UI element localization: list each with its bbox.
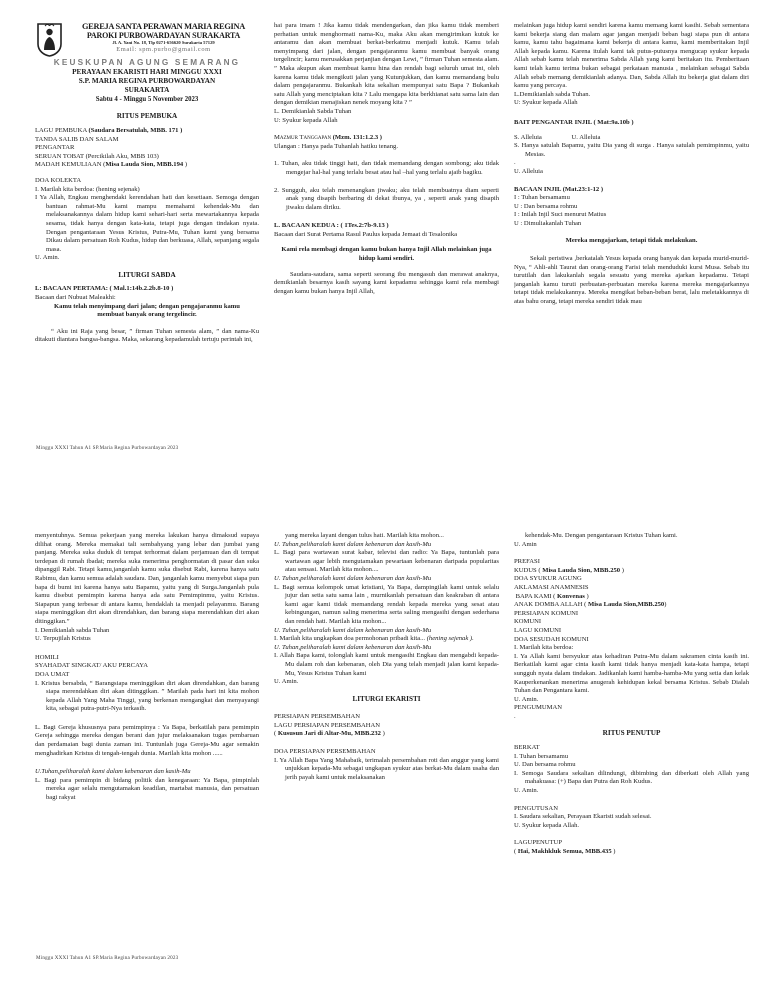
text-line: LAGUPENUTUP xyxy=(514,839,562,847)
text-span: ) xyxy=(380,730,385,738)
text-line: DOA KOLEKTA xyxy=(35,176,82,184)
text-span: Misa Lauda Sion,MBB.250 xyxy=(588,601,665,609)
text-line: HOMILI xyxy=(35,653,59,661)
text-line: DOA SYUKUR AGUNG xyxy=(514,575,582,583)
text-span: ) xyxy=(584,592,589,600)
spacer xyxy=(514,796,749,805)
diocese-name: KEUSKUPAN AGUNG SEMARANG xyxy=(53,58,241,67)
text-span: SERUAN TOBAT (Percikilah Aku, MBB 103) xyxy=(35,152,159,160)
text-line: L. BACAAN KEDUA : ( 1Tes.2:7b-9.13 ) xyxy=(274,222,389,230)
section-heading: U. Tuhan,peliharalah kami dalam kebenaran dan kasih-Mu xyxy=(274,626,432,634)
reading-title: Mereka mengajarkan, tetapi tidak melakukan. xyxy=(565,237,698,245)
text-line: PERSIAPAN PERSEMBAHAN xyxy=(274,713,361,721)
text-line: LAGU KOMUNI xyxy=(514,626,562,634)
text-line: PENGUTUSAN xyxy=(514,804,558,812)
text-line xyxy=(514,593,749,602)
text-line: U. Amin. xyxy=(514,695,539,703)
parish-full-title: S.P. MARIA REGINA PURBOWARDAYAN xyxy=(78,76,216,85)
spacer xyxy=(514,246,749,255)
text-line: Sekali peristiwa ,berkatalah Yesus kepada orang banyak dan kepada murid-murid-Nya, “ Ahli-ahli Taurat dan orang-orang Farisi telah menduduki kursi Musa. Sebab itu turutilah dan lakukanlah segala sesuatu yang mereka ajarkan kepadamu. Tetapi janganlah kamu turuti perbuatan-perbuatan mereka karena mereka mengajarkannya tetapi tidak melakukannya. Mereka mengikat beban-beban berat, lalu meletakkannya di atas bahu orang, tetapi mereka sendiri tidak mau xyxy=(514,255,749,306)
text-line xyxy=(514,567,749,576)
text-line xyxy=(35,153,259,162)
text-line: AKLAMASI ANAMNESIS xyxy=(514,583,589,591)
text-line: menyentuhnya. Semua pekerjaan yang mereka lakukan hanya dimaksud supaya dilihat orang. Mereka memakai tali sembahyang yang lebar dan jumbai yang panjang. Mereka suka duduk di tempat terhormat dalam perjamuan dan di tempat terdepan di rumah ibadat; mereka suka menerima penghormatan di pasar dan suka dipanggil Rabi. Tetapi kamu,janganlah kamu suka disebut Rabi, karena hanya satu Rabimu, dan kamu semua adalah saudara. Dan, janganlah kamu menyebut siapa pun bapa di bumi ini karena hanya satu Bapamu, yaitu yang di Surga.Janganlah pula kamu disebut pemimpin karena hanya ada satu Pemimpinmu, yaitu Kristus. Siapapun yang terbesar di antara kamu, hendaklah ia menjadi pelayanmu. Barang siapa meninggikan diri akan direndahkan, dan barang siapa merendahkan diri akan ditinggikan.” xyxy=(35,532,259,625)
text-line: U. Dan bersama rohmu xyxy=(514,761,576,769)
section-heading: I Ya Allah, Engkau menghendaki kerendahan hati dan kesetiaan. Semoga dengan bantuan rahmat-Mu kami mampu memahami kehendak-Mu dan melaksanakannya dalam hidup kami sehari-hari serta mewartakannya kepada sesama, tidak hanya dengan kata-kata, tetapi juga dengan tindakan nyata. Dengan pengantaraan Yesus Kristus, Putra-Mu, Tuhan kami yang bersama Dikau dalam persatuan Roh Kudus, hidup dan berkuasa, Allah, sepanjang segala masa. xyxy=(35,194,259,253)
text-span: MADAH KEMULIAAN ( xyxy=(35,161,106,169)
celebration-title: PERAYAAN EKARISTI HARI MINGGU XXXI xyxy=(72,68,222,76)
spacer xyxy=(514,177,749,186)
text-line: BERKAT xyxy=(514,744,540,752)
text-span: Misa Lauda Sion, MBB.250 xyxy=(542,566,621,574)
text-line: . xyxy=(514,712,516,720)
text-span: ) xyxy=(620,566,624,574)
spacer xyxy=(35,714,259,724)
text-span: ANAK DOMBA ALLAH ( xyxy=(514,601,588,609)
text-span: KUDUS ( xyxy=(514,566,543,574)
text-line: I. Demikianlah sabda Tuhan xyxy=(35,626,110,634)
text-line: yang mereka layani dengan tulus hati. Marilah kita mohon... xyxy=(285,532,444,539)
text-span: BAPA KAMI ( xyxy=(514,592,557,600)
spacer xyxy=(274,212,499,222)
section-heading: I. Allah Bapa kami, tolonglah kami untuk mengasihi Engkau dan mengabdi kepada-Mu dalam roh dan kebenaran, oleh Dia yang telah menjadi jalan kami kepada-Mu, Yesus Kristus Tuhan kami xyxy=(274,652,499,677)
text-line: U. Syukur kepada Allah. xyxy=(514,821,580,829)
text-line: DOA SESUDAH KOMUNI xyxy=(514,635,589,643)
text-line: U. Terpujilah Kristus xyxy=(35,635,91,643)
text-line: L.Demikianlah sabda Tuhan. xyxy=(514,90,591,98)
page2-column-3 xyxy=(514,532,749,982)
spacer xyxy=(274,125,499,134)
text-line: . xyxy=(514,159,516,167)
section-heading: I. Kristus bersabda, “ Barangsiapa meninggikan diri akan direndahkan, dan barang siapa merendahkan diri akan ditinggikan. ” Marilah pada hari ini kita mohon kepada Allah Yang Maha Tinggi, yang berkenan mengangkat dan menyayangi kita, sebagai putra-putri-Nya terkasih. xyxy=(35,679,259,713)
text-span: (Saudara Bersatulah, MBB. 171 ) xyxy=(88,126,183,134)
text-line: PERSIAPAN KOMUNI xyxy=(514,609,579,617)
text-span: (Mzm. 131:1.2.3 ) xyxy=(332,134,382,142)
section-heading: U. Tuhan,peliharalah kami dalam kebenaran dan kasih-Mu xyxy=(274,540,432,548)
reading-title: Kamu telah menyimpang dari jalan; dengan pengajaranmu kamu membuat banyak orang tergelincir. xyxy=(54,302,240,319)
text-line: DOA UMAT xyxy=(35,670,70,678)
text-line: S. Alleluia U. Alleluia xyxy=(514,133,601,141)
section-heading: U. Tuhan,peliharalah kami dalam kebenaran dan kasih-Mu xyxy=(274,574,432,582)
text-line xyxy=(35,161,259,170)
text-span: Konvenas xyxy=(557,592,585,600)
parish-header-lines xyxy=(68,22,259,53)
spacer xyxy=(514,228,749,237)
section-heading: I. Marilah kita berdoa: (hening sejenak) xyxy=(35,185,140,193)
text-line: L. Demikianlah Sabda Tuhan xyxy=(274,107,352,115)
text-line: “ Aku ini Raja yang besar, ” firman Tuhan semesta alam, ” dan nama-Ku ditakuti diantara bangsa-bangsa. Maka, sekarang kepadamulah tertuju perintah ini, xyxy=(35,327,259,344)
text-line: 1. Tuhan, aku tidak tinggi hati, dan tidak memandang dengan sombong; aku tidak mengejar hal-hal yang terlalu besat atau hal –hal yang terlalu ajaib bagiku. xyxy=(274,160,499,176)
page-1 xyxy=(35,22,749,510)
text-line: PREFASI xyxy=(514,558,540,566)
text-line: U. Amin. xyxy=(274,678,299,686)
text-span: Kususun Jari di Altar-Mu, MBB.232 xyxy=(277,730,381,738)
section-heading: L. Bagi para wartawan surat kabar, televisi dan radio: Ya Bapa, tuntunlah para wartawan agar lebih mengutamakan pewartaan kebenaran daripada popularitas atau sensasi. Marilah kita mohon.... xyxy=(274,549,499,574)
spacer xyxy=(514,830,749,839)
text-line: U. Alleluia xyxy=(514,167,543,175)
spacer xyxy=(35,644,259,654)
parish-header xyxy=(35,22,259,104)
spacer xyxy=(274,151,499,160)
text-line: Saudara-saudara, sama seperti seorang ibu mengasuh dan merawat anaknya, demikianlah besarnya kasih sayang kami kepadamu sehingga kami rela membagi dengan kamu bukan hanya Injil Allah, xyxy=(274,270,499,295)
spacer xyxy=(274,178,499,187)
text-line: PENGANTAR xyxy=(35,144,75,152)
section-heading xyxy=(274,635,499,644)
text-line: U. Amin xyxy=(514,540,537,548)
celebration-date: Sabtu 4 - Minggu 5 November 2023 xyxy=(95,96,199,104)
text-line: L: BACAAN PERTAMA: ( Mal.1:14b.2.2b.8-10 ) xyxy=(35,285,174,293)
text-line: TANDA SALIB DAN SALAM xyxy=(35,135,119,143)
text-line: Bacaan dari Nubuat Maleakhi: xyxy=(35,294,116,302)
text-line: I : Inilah Injil Suci menurut Matius xyxy=(514,211,607,219)
spacer xyxy=(35,320,259,328)
text-span: ( xyxy=(274,730,278,738)
text-line: BAIT PENGANTAR INJIL ( Mat:9a.10b ) xyxy=(514,118,634,126)
reading-title: Kami rela membagi dengan kamu bukan hanya Injil Allah melainkan juga hidup kami sendiri. xyxy=(281,246,492,263)
text-line: BACAAN INJIL (Mat.23:1-12 ) xyxy=(514,185,604,193)
text-line: SYAHADAT SINGKAT/ AKU PERCAYA xyxy=(35,662,149,670)
section-heading: L. Bagi para pemimpin di bidang politik dan kenegaraan: Ya Bapa, pimpinlah mereka agar selalu mengutamakan keadilan, martabat manusia, dan persatuan bagi rakyat xyxy=(35,776,259,802)
text-line: kehendak-Mu. Dengan pengantaraan Kristus Tuhan kami. xyxy=(525,532,678,539)
text-span: ) xyxy=(183,161,188,169)
text-line: I. Marilah kita berdoa: xyxy=(514,644,574,652)
text-line: U : Dan bersama rohmu xyxy=(514,202,578,210)
parish-email: Email: spm.purbo@gmail.com xyxy=(116,45,211,53)
section-heading: S. Hanya satulah Bapamu, yaitu Dia yang di surga . Hanya satulah pemimpinmu, yaitu Mesias. xyxy=(514,142,749,158)
page1-column-1 xyxy=(35,22,259,510)
section-heading: RITUS PEMBUKA xyxy=(116,112,178,121)
page2-footer: Minggu XXXI Tahun A1 SP.Maria Regina Purbowardayan 2023 xyxy=(36,955,179,961)
parish-name: PAROKI PURBOWARDAYAN SURAKARTA xyxy=(86,31,241,41)
section-heading: U.Tuhan,peliharalah kami dalam kebenaran dan kasih-Mu xyxy=(35,768,191,776)
text-line: L. Bagi Gereja khususnya para pemimpinya : Ya Bapa, berkatilah para pemimpin Gereja sehingga mereka dengan berani dan jujur melaksanakan tugas pembaruan dan perdamaian bagi dunia zaman ini. Tuntunlah juga Gereja-Mu agar semakin menghadirkan Kristus di tengah-tengah dunia. Marilah kita mohon ...... xyxy=(35,723,259,757)
parish-header-top xyxy=(35,22,259,57)
section-heading: LITURGI EKARISTI xyxy=(352,694,421,703)
parish-address: Jl. A. Yani No. 18, Tlp 0271-656620 Surakarta 57129 xyxy=(112,40,215,46)
text-line: Bacaan dari Surat Pertama Rasul Paulus kepada Jemaat di Tesalonika xyxy=(274,230,458,238)
section-heading: L. Bagi semua kelompok umat kristiani, Ya Bapa, dampingilah kami untuk selalu jujur dan setia satu sama lain , murnikanlah persatuan dan keakraban di antara kami agar kami tidak memandang rendah kepada mereka yang sesat atau kebingungan, namun saling menerima serta saling mengasihi dengan sederhana dan rendah hati. Marilah kita mohon... xyxy=(274,583,499,625)
church-name: GEREJA SANTA PERAWAN MARIA REGINA xyxy=(81,22,246,31)
text-line: melainkan juga hidup kami sendiri karena kamu memang kami kasihi. Sebab sementara kami bekerja siang dan malam agar jangan menjadi beban bagi siapa pun di antara kamu, kamu tahu bagaimana kami bekerja di antara kamu, kami memberitakan Injil Allah kepada kamu. Karena itulah kami tak putus-putusnya mengucap syukur kepada Allah sebab kamu telah menerima Sabda Allah yang kami beritakan itu. Pemberitaan kami telah kamu terima bukan sebagai perkataan manusia , melainkan sebagai Sabda Allah sebab memang demikianlah adanya. Dan, Sabda Allah itu bekerja giat dalam diri kamu yang percaya. xyxy=(514,22,749,90)
spacer xyxy=(514,108,749,119)
text-line: U. Amin. xyxy=(35,254,60,262)
section-heading: RITUS PENUTUP xyxy=(602,729,661,738)
text-line: I. Ya Allah kami bersyukur atas kehadiran Putra-Mu dalam sakramen cinta kasih ini. Berkatilah kami agar cinta kasih kami tidak hanya menjadi kata-kata hampa, tetapi sungguh nyata dalam tindakan. Jadikanlah kami hamba-hamba-Mu yang setia dan kelak Kauperkenankan menerima anugerah kehidupan kekal bersama Kristus. Sebab Dialah Tuhan dan Pengantara kami. xyxy=(514,652,749,695)
text-line: U : Dimuliakanlah Tuhan xyxy=(514,219,582,227)
section-heading: I. Semoga Saudara sekalian dilindungi, dibimbing dan diberkati oleh Allah yang mahakuasa: (+) Bapa dan Putra dan Roh Kudus. xyxy=(514,769,749,786)
spacer xyxy=(274,739,499,748)
text-span: Hai, Makhkluk Semua, MBB.435 xyxy=(517,848,612,855)
text-line: KOMUNI xyxy=(514,618,542,626)
text-span: I. Marilah kita ungkapkan doa permohonan pribadi kita... xyxy=(274,635,427,643)
text-line xyxy=(514,848,749,857)
page-2 xyxy=(35,532,749,982)
text-line: U: Syukur kepada Allah xyxy=(514,99,578,107)
spacer xyxy=(274,239,499,246)
text-line: hai para imam ! Jika kamu tidak mendengarkan, dan jika kamu tidak memberi perhatian untuk menghormati nama-Ku, maka Aku akan mengirimkan kutuk ke antaramu dan akan membuat berkat-berkatmu menjadi kutuk. Kamu telah menyimpang dari jalan, dengan pengajaranmu kamu membuat banyak orang tergelincir; kamu merusakkan perjanjian dengan Lewi, ” firman Tuhan semesta alam. ” Maka akupun akan membuat kamu hina dan rendah bagi seluruh umat ini, oleh karena kamu tidak mengikuti jalan yang Kutunjukkan, dan kamu memandang bulu dalam pengajaranmu. Bukankah kita sekalian mempunyai satu Bapa ? Bukankah satu Allah yang menciptakan kita ? Lalu mengapa kita berkhianat satu sama lain dan dengan demikian menajiskan nenek moyang kita ? ” xyxy=(274,22,499,107)
section-heading: I. Ya Allah Bapa Yang Mahabaik, terimalah persembahan roti dan anggur yang kami unjukkan kepada-Mu sebagai ungkapan syukur atas berkat-Mu dalam usaha dan jerih payah kami untuk melaksanakan xyxy=(274,756,499,781)
text-line: U. Amin. xyxy=(514,787,539,795)
page1-footer: Minggu XXXI Tahun A1 SP.Maria Regina Purbowardayan 2023 xyxy=(36,445,179,451)
text-line: LAGU PERSIAPAN PERSEMBAHAN xyxy=(274,721,381,729)
spacer xyxy=(514,549,749,558)
text-line: I. Saudara sekalian, Perayaan Ekaristi sudah selesai. xyxy=(514,813,652,821)
text-line xyxy=(35,127,259,136)
text-span: ( xyxy=(514,848,518,855)
text-span: Misa Lauda Sion, MBB.194 xyxy=(105,161,184,169)
text-span: Mazmur Tanggapan xyxy=(274,134,333,142)
page2-column-2 xyxy=(274,532,499,982)
text-line: DOA PERSIAPAN PERSEMBAHAN xyxy=(274,748,376,756)
page1-column-2 xyxy=(274,22,499,510)
text-line xyxy=(274,730,499,739)
text-line: Ulangan : Hanya pada Tuhanlah hatiku tenang. xyxy=(274,142,398,150)
text-line xyxy=(514,601,749,610)
parish-crest-logo xyxy=(35,22,64,57)
text-span: LAGU PEMBUKA xyxy=(35,126,89,134)
page1-column-3 xyxy=(514,22,749,510)
text-line: PENGUMUMAN xyxy=(514,704,562,712)
text-line: I. Tuhan bersamamu xyxy=(514,752,569,760)
text-span: ) xyxy=(611,848,616,855)
page2-column-1 xyxy=(35,532,259,982)
section-heading: U. Tuhan,peliharalah kami dalam kebenaran dan kasih-Mu xyxy=(274,643,432,651)
text-span: ) xyxy=(664,601,667,609)
spacer xyxy=(274,264,499,271)
text-line: U: Syukur kepada Allah xyxy=(274,116,338,124)
spacer xyxy=(35,758,259,768)
text-span: (hening sejenak ). xyxy=(426,635,474,643)
section-heading: LITURGI SABDA xyxy=(118,270,176,279)
text-line xyxy=(274,134,499,143)
text-line: I : Tuhan bersamamu xyxy=(514,194,570,202)
city-title: SURAKARTA xyxy=(124,85,170,94)
spacer xyxy=(35,170,259,177)
text-line: 2. Sungguh, aku telah menenangkan jiwaku; aku telah membuatnya diam seperti anak yang disapih berbaring di dekat ibunya, ya , seperti anak yang disapih jiwaku dalam diriku. xyxy=(274,186,499,211)
